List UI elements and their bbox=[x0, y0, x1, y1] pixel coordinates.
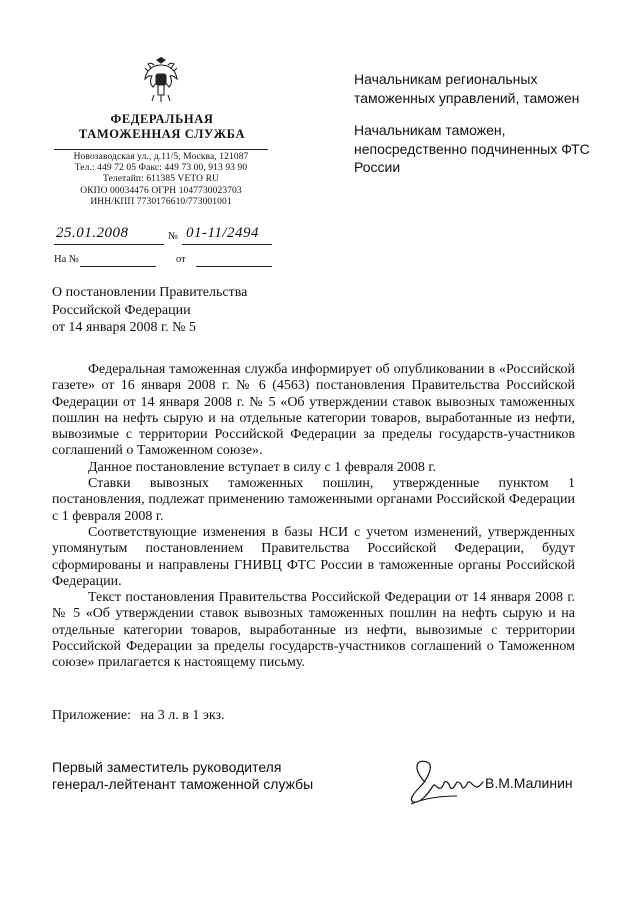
signer-position-line2: генерал-лейтенант таможенной службы bbox=[52, 776, 314, 792]
organization-title-line1: ФЕДЕРАЛЬНАЯ bbox=[110, 112, 214, 126]
letter-subject bbox=[52, 284, 247, 337]
recipients-block bbox=[354, 70, 594, 177]
registration-date: 25.01.2008 bbox=[56, 225, 129, 241]
subject-line-2: Российской Федерации bbox=[52, 302, 191, 318]
letter-body bbox=[52, 362, 575, 672]
attachment-label: Приложение: bbox=[52, 708, 132, 723]
recipient-group-1: Начальникам региональных таможенных управлений, таможен bbox=[354, 71, 580, 106]
in-reply-label: На № bbox=[54, 254, 79, 265]
body-paragraph-1: Федеральная таможенная служба информирует об опубликовании в «Российской газете» от 16 января 2008 г. № 6 (4563) постановления Правительства Российской Федерации от 14 января 2008 г. № 5 «Об утверждении ставок вывозных таможенных пошлин на нефть сырую и на отдельные категории товаров, выработанные из нефти, вывозимые с территории Российской Федерации за пределы государств-участников соглашений о Таможенном союзе». bbox=[52, 362, 575, 459]
recipient-group-2: Начальникам таможен, непосредственно подчиненных ФТС России bbox=[354, 122, 590, 175]
subject-line-1: О постановлении Правительства bbox=[52, 285, 248, 300]
date-line bbox=[54, 244, 164, 245]
organization-title bbox=[62, 112, 262, 142]
body-paragraph-2: Данное постановление вступает в силу с 1 февраля 2008 г. bbox=[88, 459, 437, 475]
body-paragraph-4: Соответствующие изменения в базы НСИ с учетом изменений, утвержденных упомянутым постановлением Правительства Российской Федерации, будут сформированы и направлены ГНИВЦ ФТС России в таможенные органы Российской Федерации. bbox=[52, 524, 575, 589]
from-line bbox=[196, 266, 272, 267]
inn-kpp: ИНН/КПП 7730176610/773001001 bbox=[90, 196, 232, 207]
header-rule bbox=[54, 149, 268, 150]
handwritten-signature bbox=[405, 752, 490, 812]
coat-of-arms-icon bbox=[142, 57, 180, 103]
body-paragraph-3: Ставки вывозных таможенных пошлин, утвержденные пунктом 1 постановления, подлежат применению таможенными органами Российской Федерации с 1 февраля 2008 г. bbox=[52, 476, 575, 524]
body-paragraph-5: Текст постановления Правительства Российской Федерации от 14 января 2008 г. № 5 «Об утверждении ставок вывозных таможенных пошлин на нефть сырую и на отдельные категории товаров, выработанные из нефти, вывозимые с территории Российской Федерации за пределы государств-участников соглашений о Таможенном союзе» прилагается к настоящему письму. bbox=[52, 590, 575, 671]
organization-title-line2: ТАМОЖЕННАЯ СЛУЖБА bbox=[78, 127, 246, 141]
attachment-value: на 3 л. в 1 экз. bbox=[140, 708, 225, 723]
number-sign: № bbox=[168, 231, 179, 242]
okpo-ogrn: ОКПО 00034476 ОГРН 1047730023703 bbox=[80, 185, 242, 196]
registration-number: 01-11/2494 bbox=[186, 225, 260, 241]
number-line bbox=[182, 244, 272, 245]
in-reply-line bbox=[80, 266, 156, 267]
attachment-line bbox=[52, 708, 225, 724]
signer-position-line1: Первый заместитель руководителя bbox=[52, 759, 282, 775]
subject-line-3: от 14 января 2008 г. № 5 bbox=[52, 320, 196, 335]
teletype: Телетайп: 611385 VETO RU bbox=[103, 174, 219, 185]
organization-address-block bbox=[54, 152, 268, 208]
from-label: от bbox=[176, 254, 186, 265]
signer-name: В.М.Малинин bbox=[485, 775, 573, 791]
signer-position bbox=[52, 759, 313, 793]
phones: Тел.: 449 72 05 Факс: 449 73 00, 913 93 90 bbox=[74, 163, 248, 174]
address: Новозаводская ул., д.11/5, Москва, 121087 bbox=[73, 152, 249, 162]
